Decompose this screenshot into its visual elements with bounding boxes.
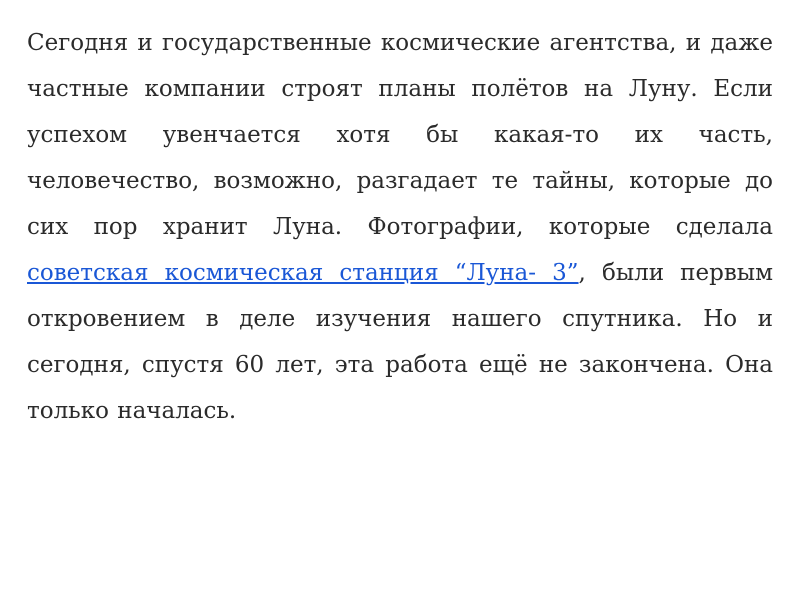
body-paragraph [27,20,773,434]
luna-3-link[interactable]: советская космическая станция “Луна- 3” [27,260,579,286]
paragraph-text-start: Сегодня и государственные космические агентства, и даже частные компании строят планы полётов на Луну. Если успехом увенчается хотя бы какая-то их часть, человечество, возможно, разгадает те тайны, которые до сих пор хранит Луна. Фотографии, которые сделала [27,30,773,240]
paragraph-text-end: , были первым откровением в деле изучения нашего спутника. Но и сегодня, спустя 60 лет, эта работа ещё не закончена. Она только началась. [27,260,773,424]
